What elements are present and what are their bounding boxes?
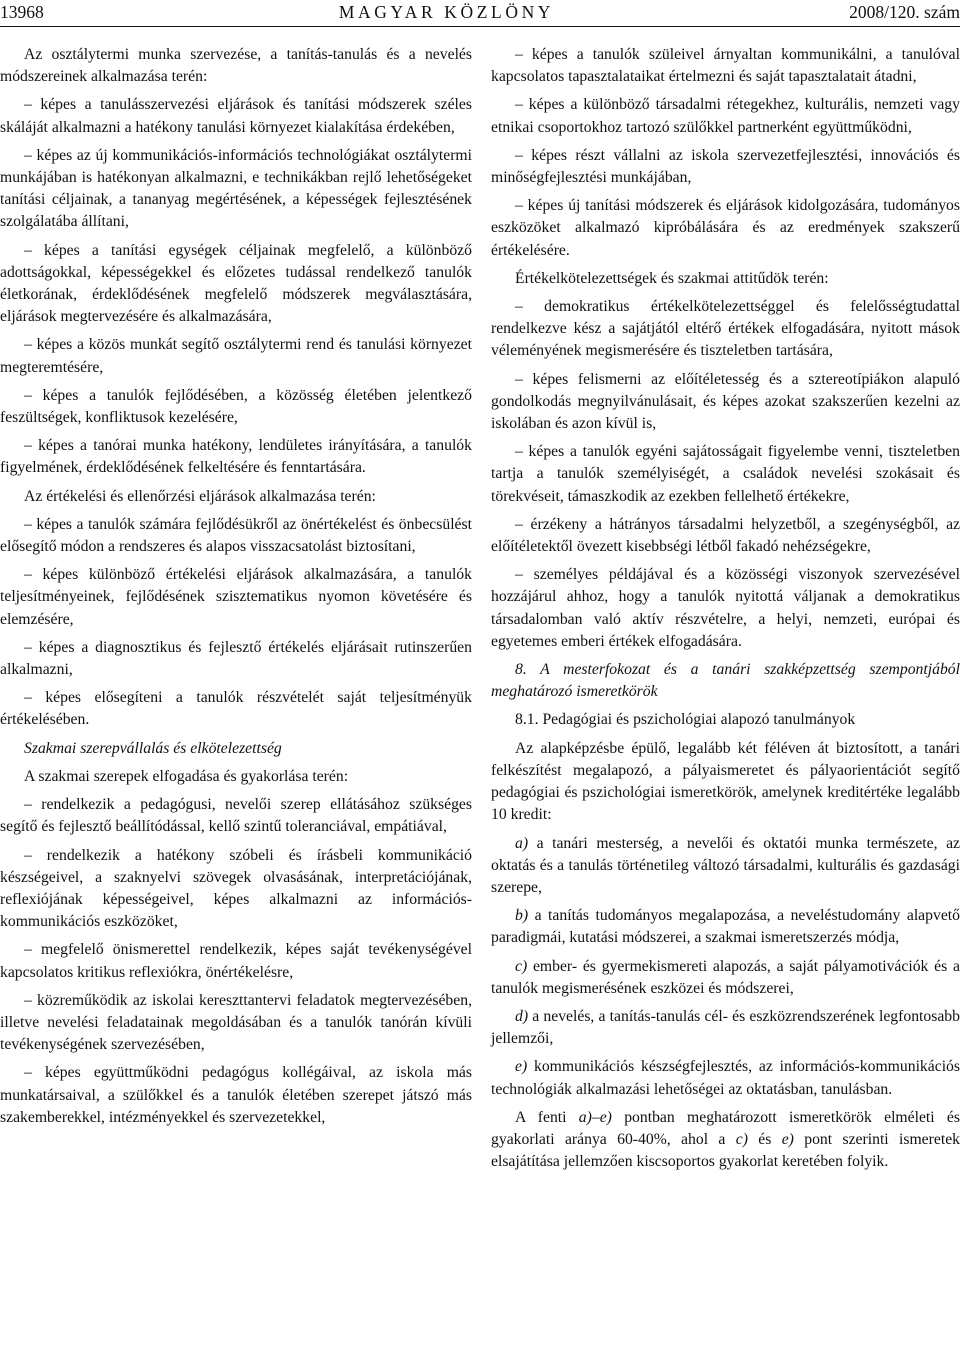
page-number: 13968	[0, 2, 44, 22]
item-label: e)	[515, 1058, 528, 1076]
paragraph: – személyes példájával és a közösségi viszonyok szervezésével hozzájárul ahhoz, hogy a tanulók nyitottá váljanak a demokratikus társadalomban való aktív részvételre, a helyi, nemzeti, európai és egyetemes emberi értékek elfogadására.	[491, 566, 960, 650]
paragraph: – képes együttműködni pedagógus kollégáival, az iskola más munkatársaival, a szülőkkel és a tanulók életében szerepet játszó más szakemberekkel, intézményekkel és szervezetekkel,	[0, 1064, 472, 1126]
paragraph: 8. A mesterfokozat és a tanári szakképzettség szempontjából meghatározó ismeretkörök	[491, 661, 960, 701]
paragraph: – képes a tanítási egységek céljainak megfelelő, a különböző adottságokkal, képességekkel és előzetes tudással rendelkező tanulók életkorának, érdeklődésének megfelelő módszerek megválasztására, eljárások megtervezésére és alkalmazására,	[0, 241, 472, 326]
paragraph: Értékelkötelezettségek és szakmai attitűdök terén:	[515, 269, 829, 287]
text-run: e)	[781, 1130, 794, 1148]
right-column	[491, 44, 960, 1179]
paragraph: – képes a közös munkát segítő osztálytermi rend és tanulási környezet megteremtésére,	[0, 336, 472, 376]
paragraph: – érzékeny a hátrányos társadalmi helyzetből, a szegénységből, az előítéletektől övezett kisebbségi létből fakadó nehézségekre,	[491, 515, 960, 556]
paragraph	[491, 956, 960, 1000]
paragraph	[491, 1006, 960, 1050]
left-column	[0, 44, 472, 1135]
paragraph: – képes a tanórai munka hatékony, lendületes irányítására, a tanulók figyelmének, érdeklődésének felkeltésére és fenntartására.	[0, 437, 472, 477]
issue-number: 2008/120. szám	[849, 2, 960, 22]
paragraph: – közreműködik az iskolai kereszttantervi feladatok megtervezésében, illetve nevelési feladatainak megoldásában és a tanulók tanórán kívüli tevékenységének szervezésében,	[0, 991, 472, 1054]
paragraph: Az alapképzésbe épülő, legalább két féléven át biztosított, a tanári felkészítést megalapozó, a pályaismeretet és pályaorientációt segítő pedagógiai és pszichológiai ismeretkörök, amelynek kreditértéke legalább 10 kredit:	[491, 739, 960, 824]
journal-title: MAGYAR KÖZLÖNY	[338, 2, 555, 22]
paragraph	[491, 833, 960, 900]
paragraph: – képes a tanulók számára fejlődésükről az önértékelést és önbecsülést elősegítő módon a rendszeres és alapos visszacsatolást biztosítani,	[0, 515, 472, 556]
paragraph: – képes a tanulók szüleivel árnyaltan kommunikálni, a tanulóval kapcsolatos tapasztalataikat értelmezni és saját tapasztalatait átadni,	[491, 46, 960, 86]
item-label: c)	[515, 957, 528, 975]
paragraph: – demokratikus értékelkötelezettséggel és felelősségtudattal rendelkezve kész a sajátjától eltérő értékek elfogadására, nyitott mások véleményének megismerésére és tiszteletben tartására,	[491, 298, 960, 360]
paragraph: Az osztálytermi munka szervezése, a tanítás-tanulás és a nevelés módszereinek alkalmazása terén:	[0, 46, 472, 86]
paragraph: – rendelkezik a pedagógusi, nevelői szerep ellátásához szükséges segítő és fejlesztő beállítódással, kellő szintű toleranciával, empátiával,	[0, 796, 472, 836]
paragraph: – képes az új kommunikációs-információs technológiákat osztálytermi munkájában is hatékonyan alkalmazni, e technikákban rejlő lehetőségeket tanítási céljainak, a tananyag megértésének, a képességek fejlesztésének szolgálatába állítani,	[0, 146, 472, 231]
paragraph	[491, 905, 960, 949]
item-text: a tanári mesterség, a nevelői és oktatói munka természete, az oktatás és a tanulás történetileg változó társadalmi, kulturális és gazdasági szerepe,	[491, 834, 960, 896]
paragraph: – megfelelő önismerettel rendelkezik, képes saját tevékenységével kapcsolatos kritikus reflexiókra, önértékelésre,	[0, 941, 472, 981]
page-header	[0, 0, 960, 26]
paragraph: – rendelkezik a hatékony szóbeli és írásbeli kommunikáció készségeivel, a szaknyelvi szövegek olvasásának, interpretációjának, reflexiójának képességeivel, képes alkalmazni az információs-kommunikációs eszközöket,	[0, 846, 472, 931]
text-run: pontban meghatározott ismeretkörök elméleti és gyakorlati aránya 60-40%, ahol a	[491, 1108, 960, 1148]
paragraph: – képes részt vállalni az iskola szervezetfejlesztési, innovációs és minőségfejlesztési munkájában,	[491, 146, 960, 187]
paragraph	[491, 1107, 960, 1174]
item-label: d)	[515, 1007, 529, 1025]
item-text: kommunikációs készségfejlesztés, az információs-kommunikációs technológiák alkalmazási lehetőségei az oktatásban, tanulásban.	[491, 1058, 960, 1098]
header-rule	[0, 26, 960, 27]
item-label: a)	[515, 834, 529, 852]
paragraph: – képes új tanítási módszerek és eljárások kidolgozására, tudományos eszközöket alkalmazó kipróbálására és az eredmények szakszerű értékelésére.	[491, 197, 960, 259]
paragraph	[491, 1056, 960, 1100]
paragraph: – képes különböző értékelési eljárások alkalmazására, a tanulók teljesítményeinek, fejlődésének szisztematikus nyomon követésére és elemzésére,	[0, 566, 472, 628]
paragraph: – képes a tanulásszervezési eljárások és tanítási módszerek széles skáláját alkalmazni a hatékony tanulási környezet kialakítása érdekében,	[0, 96, 472, 136]
text-run: a)–e)	[578, 1108, 612, 1126]
item-label: b)	[515, 907, 529, 925]
paragraph: A szakmai szerepek elfogadása és gyakorlása terén:	[24, 767, 349, 785]
paragraph: – képes felismerni az előítéletesség és a sztereotípiákon alapuló gondolkodás megnyilvánulásait, és képes azokat szakszerűen kezelni az iskolában és azon kívül is,	[491, 370, 960, 433]
item-text: a tanítás tudományos megalapozása, a neveléstudomány alapvető paradigmái, kutatási módszerei, a szakmai ismeretszerzés módja,	[491, 907, 960, 947]
paragraph: – képes a tanulók egyéni sajátosságait figyelembe venni, tiszteletben tartja a tanulók személyiségét, a családok nevelési szokásait és törekvéseit, támaszkodik az ezekben fellelhető értékekre,	[491, 443, 960, 505]
text-run: pont szerinti ismeretek elsajátítása jellemzően kiscsoportos gyakorlat keretében folyik.	[491, 1130, 960, 1171]
paragraph: 8.1. Pedagógiai és pszichológiai alapozó tanulmányok	[515, 711, 856, 729]
paragraph: Szakmai szerepvállalás és elkötelezettség	[24, 739, 282, 757]
paragraph: – képes elősegíteni a tanulók részvételét saját teljesítményük értékelésében.	[0, 689, 472, 729]
paragraph: Az értékelési és ellenőrzési eljárások alkalmazása terén:	[24, 487, 376, 505]
item-text: ember- és gyermekismereti alapozás, a saját pályamotivációk és a tanulók megismerésének eszközei és módszerei,	[491, 957, 960, 997]
paragraph: – képes a tanulók fejlődésében, a közösség életében jelentkező feszültségek, konfliktusok kezelésére,	[0, 386, 472, 427]
text-run: és	[747, 1130, 782, 1148]
paragraph: – képes a diagnosztikus és fejlesztő értékelés eljárásait rutinszerűen alkalmazni,	[0, 638, 472, 679]
text-run: c)	[735, 1130, 748, 1148]
paragraph: – képes a különböző társadalmi rétegekhez, kulturális, nemzeti vagy etnikai csoportokhoz tartozó szülőkkel partnerként együttműködni,	[491, 96, 960, 136]
text-run: A fenti	[515, 1108, 579, 1126]
item-text: a nevelés, a tanítás-tanulás cél- és eszközrendszerének legfontosabb jellemzői,	[491, 1007, 960, 1048]
